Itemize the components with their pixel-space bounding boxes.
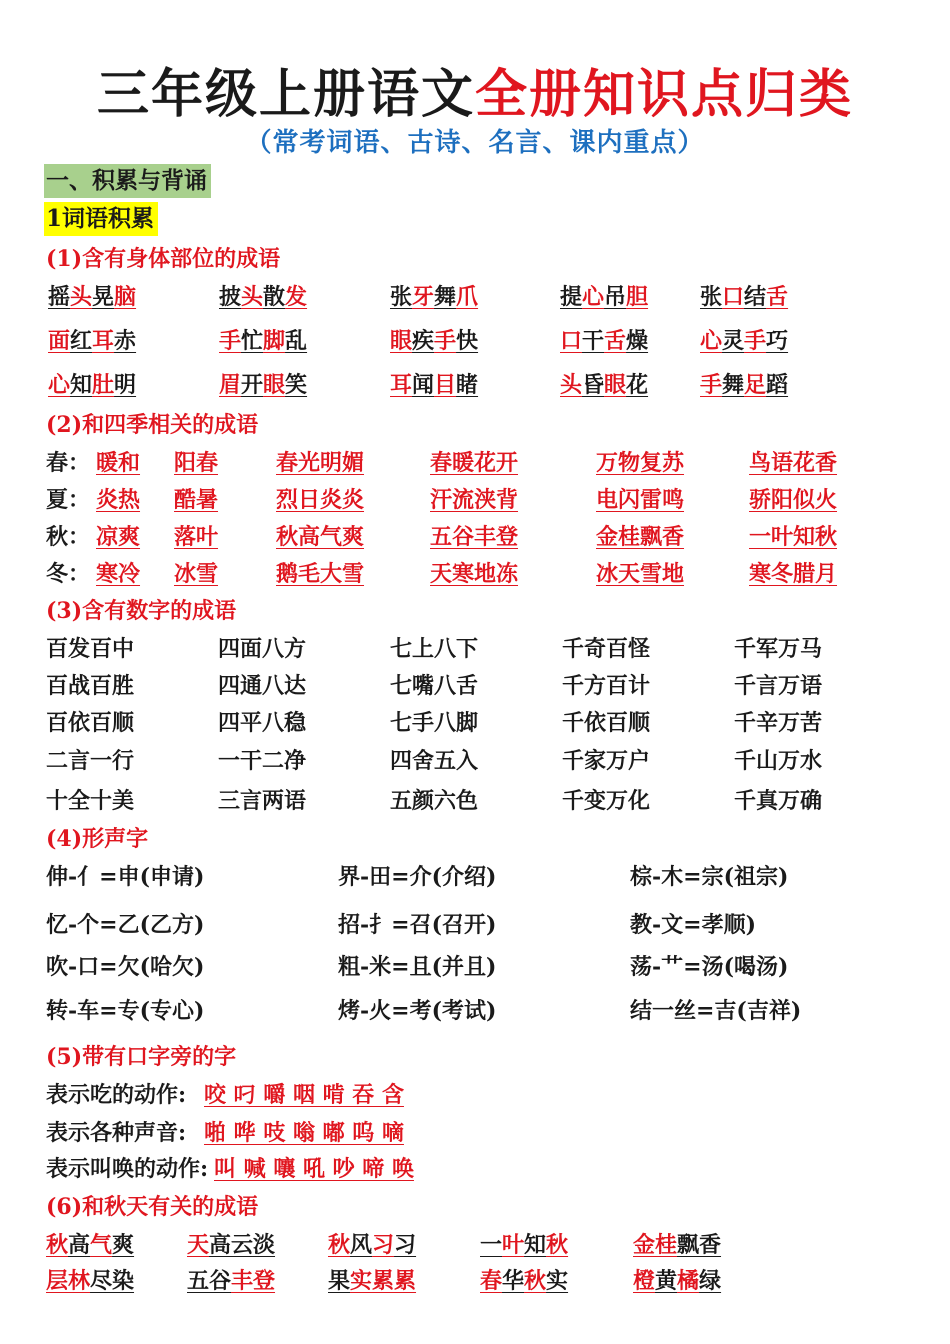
idiom <box>560 368 648 399</box>
black-char: 乱 <box>285 328 308 354</box>
phonetic-entry: 荡-艹=汤(喝汤) <box>630 954 789 980</box>
page-subtitle: （常考词语、古诗、名言、课内重点） <box>245 128 705 158</box>
phonetic-entry: 结一丝=吉(吉祥) <box>630 998 802 1024</box>
number-idiom: 千军万马 <box>734 636 823 662</box>
black-char: 吊 <box>604 284 627 310</box>
s4-heading: (4)形声字 <box>46 826 149 852</box>
season-idiom: 暖和 <box>96 450 141 476</box>
red-char: 头 <box>241 284 264 310</box>
red-char: 手 <box>219 328 242 354</box>
black-char: 张 <box>700 284 723 310</box>
red-char: 发 <box>285 284 308 310</box>
idiom <box>46 1264 134 1295</box>
season-idiom: 冰天雪地 <box>596 561 685 587</box>
idiom <box>700 280 788 311</box>
red-char: 牙 <box>412 284 435 310</box>
season-idiom: 电闪雷鸣 <box>596 487 685 513</box>
idiom <box>560 280 648 311</box>
black-char: 知 <box>524 1232 547 1258</box>
red-char: 爪 <box>456 284 479 310</box>
s1-heading: (1)含有身体部位的成语 <box>46 246 281 272</box>
char-list: 咬 叼 嚼 咽 啃 吞 含 <box>204 1082 404 1108</box>
number-idiom: 三言两语 <box>218 788 307 814</box>
phonetic-entry: 忆-个=乙(乙方) <box>46 912 205 938</box>
black-char: 五谷 <box>187 1268 232 1294</box>
black-char: 结 <box>744 284 767 310</box>
black-char: 睹 <box>456 372 479 398</box>
red-char: 眼 <box>390 328 413 354</box>
number-idiom: 四舍五入 <box>390 748 479 774</box>
black-char: 一 <box>480 1232 503 1258</box>
number-idiom: 百依百顺 <box>46 710 135 736</box>
phonetic-entry: 伸-亻=申(申请) <box>46 864 205 890</box>
red-char: 足 <box>744 372 767 398</box>
black-char: 飘香 <box>677 1232 722 1258</box>
phonetic-entry: 粗-米=且(并且) <box>338 954 497 980</box>
season-idiom: 春光明媚 <box>276 450 365 476</box>
idiom <box>219 368 307 399</box>
season-idiom: 落叶 <box>174 524 219 550</box>
number-idiom: 千真万确 <box>734 788 823 814</box>
season-idiom: 炎热 <box>96 487 141 513</box>
red-char: 脑 <box>114 284 137 310</box>
black-char: 高 <box>68 1232 91 1258</box>
season-idiom: 鹅毛大雪 <box>276 561 365 587</box>
idiom <box>46 1228 134 1259</box>
red-char: 春 <box>480 1268 503 1294</box>
red-char: 胆 <box>626 284 649 310</box>
number-idiom: 百发百中 <box>46 636 135 662</box>
idiom <box>633 1264 721 1295</box>
season-idiom: 骄阳似火 <box>749 487 838 513</box>
idiom <box>48 280 136 311</box>
idiom <box>633 1228 721 1259</box>
idiom <box>328 1264 416 1295</box>
red-char: 舌 <box>766 284 789 310</box>
black-char: 赤 <box>114 328 137 354</box>
red-char: 头 <box>560 372 583 398</box>
number-idiom: 七上八下 <box>390 636 479 662</box>
red-char: 耳 <box>390 372 413 398</box>
number-idiom: 四平八稳 <box>218 710 307 736</box>
red-char: 叶 <box>502 1232 525 1258</box>
row-label: 表示叫唤的动作: <box>46 1156 209 1182</box>
red-char: 橙 <box>633 1268 656 1294</box>
red-char: 习 <box>372 1232 395 1258</box>
red-char: 秋 <box>46 1232 69 1258</box>
black-char: 笑 <box>285 372 308 398</box>
red-char: 实累累 <box>350 1268 417 1294</box>
page-title <box>0 52 950 127</box>
red-char: 头 <box>70 284 93 310</box>
black-char: 开 <box>241 372 264 398</box>
black-char: 巧 <box>766 328 789 354</box>
number-idiom: 千方百计 <box>562 673 651 699</box>
number-idiom: 一干二净 <box>218 748 307 774</box>
season-idiom: 万物复苏 <box>596 450 685 476</box>
season-label: 秋： <box>46 524 91 550</box>
number-idiom: 七手八脚 <box>390 710 479 736</box>
black-char: 干 <box>582 328 605 354</box>
red-char: 手 <box>744 328 767 354</box>
phonetic-entry: 吹-口=欠(哈欠) <box>46 954 205 980</box>
red-char: 心 <box>700 328 723 354</box>
red-char: 金桂 <box>633 1232 678 1258</box>
idiom <box>187 1228 275 1259</box>
season-idiom: 寒冬腊月 <box>749 561 838 587</box>
s6-heading: (6)和秋天有关的成语 <box>46 1194 259 1220</box>
red-char: 秋 <box>328 1232 351 1258</box>
season-label: 夏： <box>46 487 91 513</box>
s5-heading: (5)带有口字旁的字 <box>46 1044 237 1070</box>
black-char: 舞 <box>434 284 457 310</box>
phonetic-entry: 教-文=孝顺) <box>630 912 756 938</box>
s3-heading: (3)含有数字的成语 <box>46 598 237 624</box>
season-idiom: 天寒地冻 <box>430 561 519 587</box>
idiom <box>480 1228 568 1259</box>
phonetic-entry: 界-田=介(介绍) <box>338 864 497 890</box>
red-char: 秋 <box>546 1232 569 1258</box>
red-char: 口 <box>722 284 745 310</box>
number-idiom: 千奇百怪 <box>562 636 651 662</box>
black-char: 果 <box>328 1268 351 1294</box>
season-idiom: 一叶知秋 <box>749 524 838 550</box>
red-char: 眼 <box>263 372 286 398</box>
black-char: 风 <box>350 1232 373 1258</box>
season-idiom: 寒冷 <box>96 561 141 587</box>
red-char: 橘 <box>677 1268 700 1294</box>
black-char: 燥 <box>626 328 649 354</box>
red-char: 舌 <box>604 328 627 354</box>
red-char: 眉 <box>219 372 242 398</box>
idiom <box>560 324 648 355</box>
black-char: 实 <box>546 1268 569 1294</box>
black-char: 忙 <box>241 328 264 354</box>
char-list: 啪 哗 吱 嗡 嘟 呜 嘀 <box>204 1120 404 1146</box>
season-idiom: 酷暑 <box>174 487 219 513</box>
idiom <box>219 280 307 311</box>
idiom <box>328 1228 416 1259</box>
red-char: 目 <box>434 372 457 398</box>
black-char: 披 <box>219 284 242 310</box>
black-char: 知 <box>70 372 93 398</box>
black-char: 散 <box>263 284 286 310</box>
number-idiom: 千依百顺 <box>562 710 651 736</box>
black-char: 张 <box>390 284 413 310</box>
idiom <box>700 324 788 355</box>
black-char: 闻 <box>412 372 435 398</box>
black-char: 华 <box>502 1268 525 1294</box>
idiom <box>390 280 478 311</box>
number-idiom: 千山万水 <box>734 748 823 774</box>
red-char: 耳 <box>92 328 115 354</box>
number-idiom: 百战百胜 <box>46 673 135 699</box>
red-char: 层林 <box>46 1268 91 1294</box>
idiom <box>48 368 136 399</box>
phonetic-entry: 转-车=专(专心) <box>46 998 205 1024</box>
season-idiom: 鸟语花香 <box>749 450 838 476</box>
idiom <box>219 324 307 355</box>
idiom <box>390 324 478 355</box>
red-char: 气 <box>90 1232 113 1258</box>
section-heading: 一、积累与背诵 <box>44 164 211 198</box>
number-idiom: 千言万语 <box>734 673 823 699</box>
number-idiom: 十全十美 <box>46 788 135 814</box>
phonetic-entry: 招-扌=召(召开) <box>338 912 497 938</box>
season-idiom: 凉爽 <box>96 524 141 550</box>
red-char: 面 <box>48 328 71 354</box>
season-idiom: 烈日炎炎 <box>276 487 365 513</box>
row-label: 表示各种声音: <box>46 1120 187 1146</box>
number-idiom: 千辛万苦 <box>734 710 823 736</box>
season-idiom: 阳春 <box>174 450 219 476</box>
black-char: 昏 <box>582 372 605 398</box>
black-char: 疾 <box>412 328 435 354</box>
black-char: 明 <box>114 372 137 398</box>
red-char: 心 <box>48 372 71 398</box>
idiom <box>187 1264 275 1295</box>
number-idiom: 五颜六色 <box>390 788 479 814</box>
black-char: 快 <box>456 328 479 354</box>
idiom <box>700 368 788 399</box>
black-char: 花 <box>626 372 649 398</box>
black-char: 尽染 <box>90 1268 135 1294</box>
number-idiom: 千变万化 <box>562 788 651 814</box>
red-char: 丰登 <box>231 1268 276 1294</box>
season-label: 冬： <box>46 561 91 587</box>
black-char: 绿 <box>699 1268 722 1294</box>
season-idiom: 金桂飘香 <box>596 524 685 550</box>
black-char: 蹈 <box>766 372 789 398</box>
red-char: 手 <box>700 372 723 398</box>
season-idiom: 五谷丰登 <box>430 524 519 550</box>
black-char: 舞 <box>722 372 745 398</box>
red-char: 口 <box>560 328 583 354</box>
season-idiom: 秋高气爽 <box>276 524 365 550</box>
phonetic-entry: 烤-火=考(考试) <box>338 998 497 1024</box>
title-black: 三年级上册语文 <box>96 65 475 125</box>
black-char: 黄 <box>655 1268 678 1294</box>
red-char: 秋 <box>524 1268 547 1294</box>
idiom <box>480 1264 568 1295</box>
season-idiom: 春暖花开 <box>430 450 519 476</box>
season-idiom: 冰雪 <box>174 561 219 587</box>
red-char: 脚 <box>263 328 286 354</box>
black-char: 习 <box>394 1232 417 1258</box>
black-char: 提 <box>560 284 583 310</box>
season-idiom: 汗流浃背 <box>430 487 519 513</box>
black-char: 红 <box>70 328 93 354</box>
black-char: 灵 <box>722 328 745 354</box>
subsection-heading: 1词语积累 <box>44 202 158 236</box>
black-char: 爽 <box>112 1232 135 1258</box>
number-idiom: 四通八达 <box>218 673 307 699</box>
title-red: 全册知识点归类 <box>475 65 854 125</box>
idiom <box>390 368 478 399</box>
s2-heading: (2)和四季相关的成语 <box>46 412 259 438</box>
red-char: 肚 <box>92 372 115 398</box>
red-char: 天 <box>187 1232 210 1258</box>
number-idiom: 二言一行 <box>46 748 135 774</box>
idiom <box>48 324 136 355</box>
red-char: 手 <box>434 328 457 354</box>
black-char: 摇 <box>48 284 71 310</box>
phonetic-entry: 棕-木=宗(祖宗) <box>630 864 789 890</box>
number-idiom: 七嘴八舌 <box>390 673 479 699</box>
row-label: 表示吃的动作: <box>46 1082 187 1108</box>
number-idiom: 四面八方 <box>218 636 307 662</box>
black-char: 晃 <box>92 284 115 310</box>
black-char: 高云淡 <box>209 1232 276 1258</box>
char-list: 叫 喊 嚷 吼 吵 啼 唤 <box>214 1156 414 1182</box>
red-char: 眼 <box>604 372 627 398</box>
red-char: 心 <box>582 284 605 310</box>
season-label: 春： <box>46 450 91 476</box>
number-idiom: 千家万户 <box>562 748 651 774</box>
